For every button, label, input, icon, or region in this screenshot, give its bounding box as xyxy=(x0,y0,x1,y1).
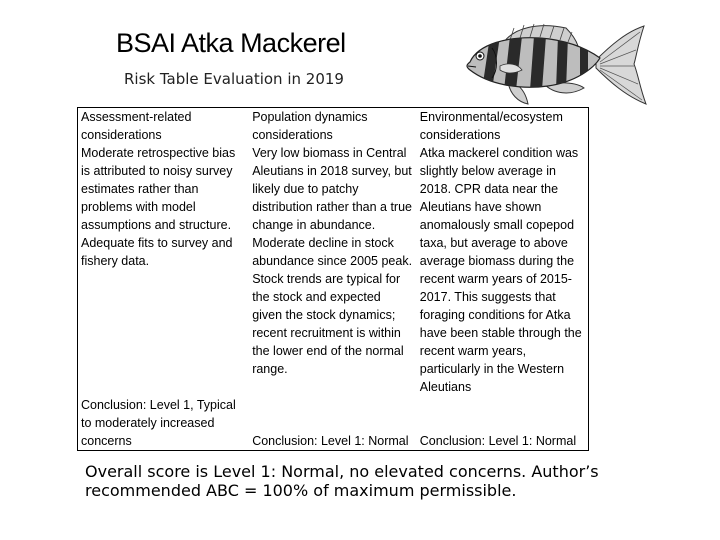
cell-population-evaluation: Very low biomass in Central Aleutians in 2018 survey, but likely due to patchy distribution rather than a true change in abundance. Moderate decline in stock abundance since 2005 peak. Stock trends are typical for the stock and expected given the stock dynamics; recent recruitment is within the lower end of the normal range. xyxy=(252,146,413,376)
page-subtitle: Risk Table Evaluation in 2019 xyxy=(124,70,344,88)
column-header-population: Population dynamics considerations xyxy=(252,110,368,142)
risk-table xyxy=(77,107,589,451)
table-row xyxy=(78,396,589,451)
column-header-environment: Environmental/ecosystem considerations xyxy=(419,110,563,142)
table-row xyxy=(78,144,589,396)
cell-environment-evaluation: Atka mackerel condition was slightly below average in 2018. CPR data near the Aleutians have shown anomalously small copepod taxa, but average to above average biomass during the recent warm years of 2015-2017. This suggests that foraging conditions for Atka have been stable through the recent warm years, particularly in the Western Aleutians xyxy=(419,146,582,394)
page-title: BSAI Atka Mackerel xyxy=(116,28,346,58)
cell-environment-conclusion: Conclusion: Level 1: Normal xyxy=(419,434,577,448)
cell-population-conclusion: Conclusion: Level 1: Normal xyxy=(252,434,409,448)
fish-icon xyxy=(448,10,654,116)
cell-assessment-evaluation: Moderate retrospective bias is attributed to noisy survey estimates rather than problems with model assumptions and structure. Adequate fits to survey and fishery data. xyxy=(81,146,236,268)
table-header-row xyxy=(78,108,589,145)
cell-assessment-conclusion: Conclusion: Level 1, Typical to moderately increased concerns xyxy=(81,398,236,448)
column-header-assessment: Assessment-related considerations xyxy=(81,110,192,142)
overall-score-text: Overall score is Level 1: Normal, no elevated concerns. Author’s recommended ABC = 100% of maximum permissible. xyxy=(85,462,599,500)
